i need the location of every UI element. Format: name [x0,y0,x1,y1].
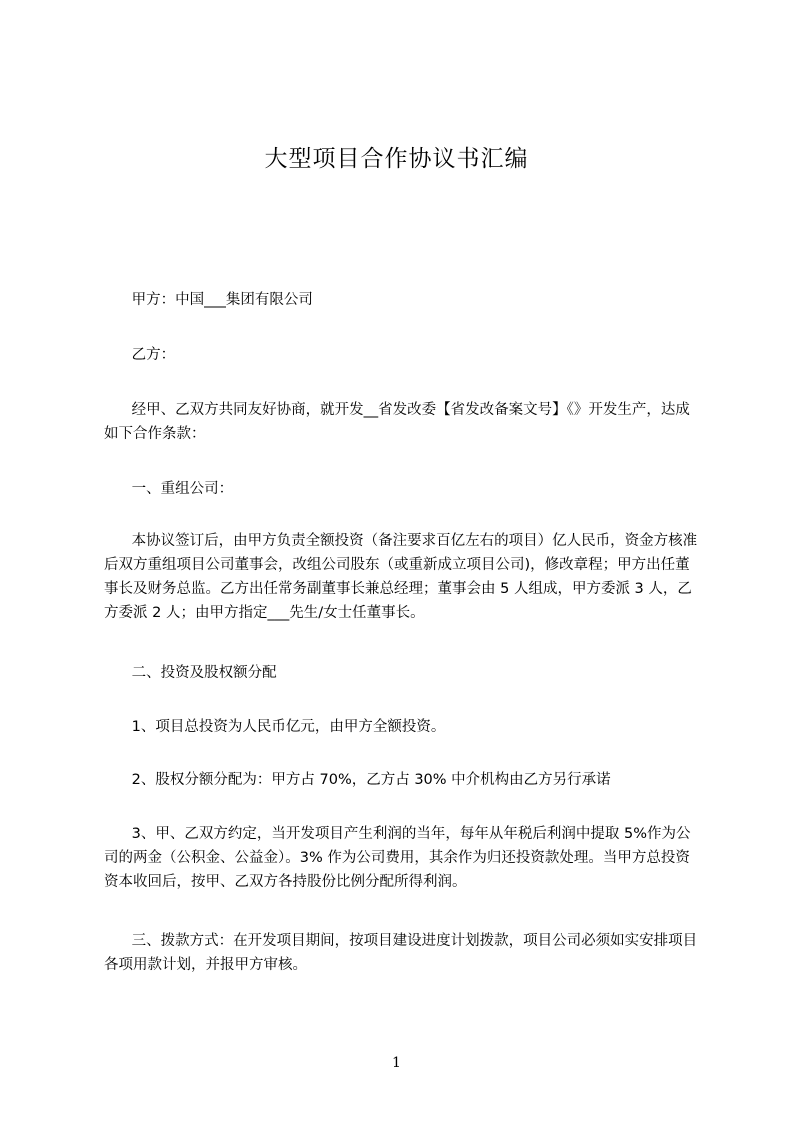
section-2-item-2: 2、股权分额分配为：甲方占 70%，乙方占 30% 中介机构由乙方另行承诺 [104,772,611,788]
party-a-line: 甲方：中国___集团有限公司 [104,292,313,308]
section-2-item-1: 1、项目总投资为人民币亿元，由甲方全额投资。 [104,719,446,735]
section-3-paragraph: 三、拨款方式：在开发项目期间，按项目建设进度计划拨款，项目公司必须如实安排项目各项用款计划，并报甲方审核。 [104,933,698,973]
page-number: 1 [392,1055,401,1071]
document-title: 大型项目合作协议书汇编 [264,146,529,172]
intro-paragraph: 经甲、乙双方共同友好协商，就开发__省发改委【省发改备案文号】《》开发生产，达成如下合作条款： [104,402,690,442]
section-2-heading: 二、投资及股权额分配 [104,665,277,681]
party-b-line: 乙方： [104,347,176,363]
section-1-body: 本协议签订后，由甲方负责全额投资（备注要求百亿左右的项目）亿人民币，资金方核准后双方重组项目公司董事会，改组公司股东（或重新成立项目公司)，修改章程；甲方出任董事长及财务总监。乙方出任常务副董事长兼总经理；董事会由 5 人组成，甲方委派 3 人，乙方委派 2 人；由甲方指定___先生/女士任董事长。 [104,533,698,621]
section-1-heading: 一、重组公司： [104,481,234,497]
section-2-item-3: 3、甲、乙双方约定，当开发项目产生利润的当年，每年从年税后利润中提取 5%作为公司的两金（公积金、公益金）。3% 作为公司费用，其余作为归还投资款处理。当甲方总投资资本收回后，按甲、乙双方各持股份比例分配所得利润。 [104,826,691,890]
